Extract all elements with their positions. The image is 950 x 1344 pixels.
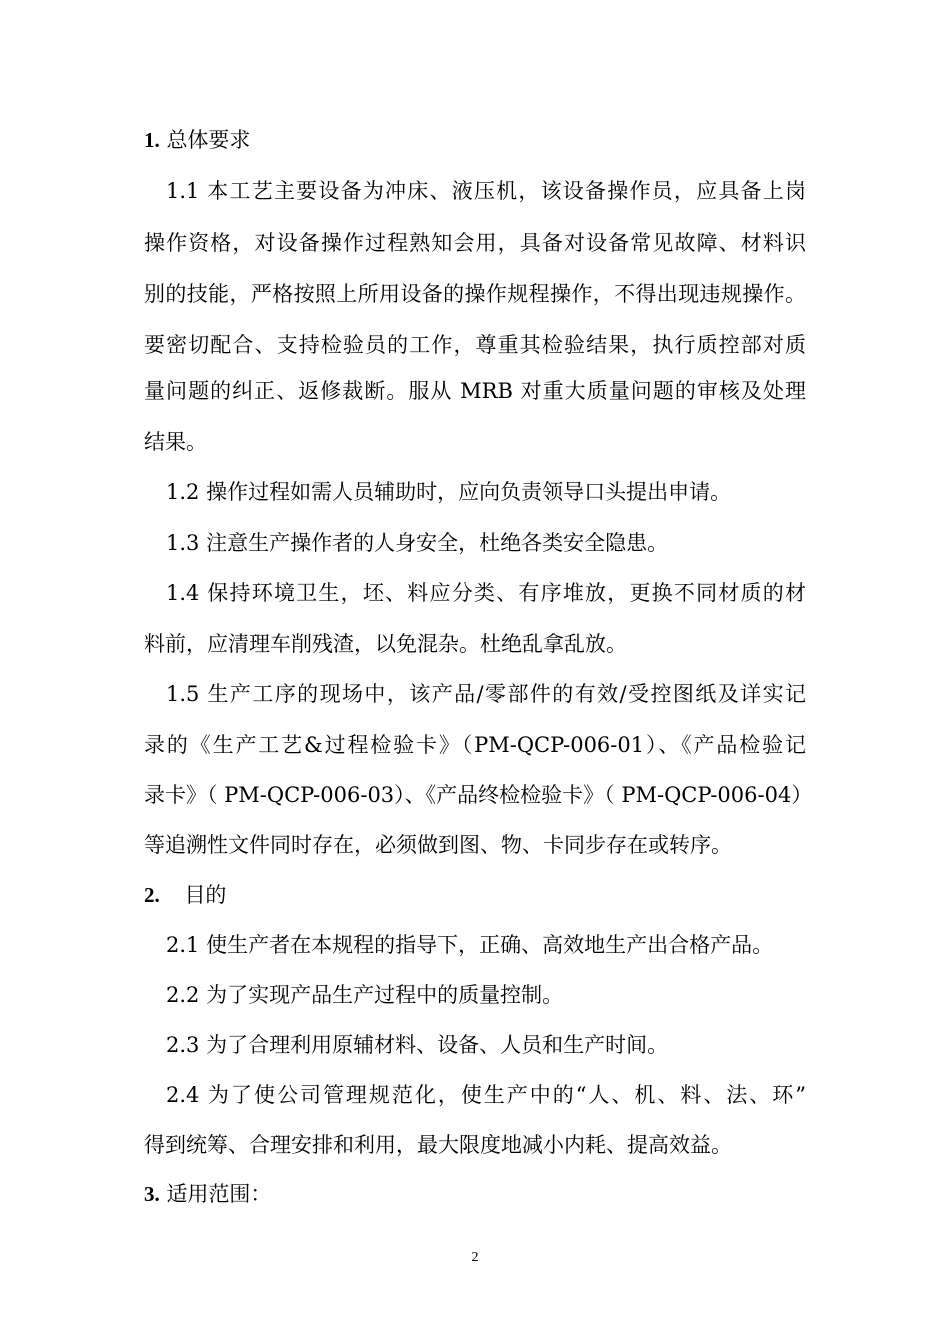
paragraph-line: 录的《生产工艺&过程检验卡》（PM-QCP-006-01）、《产品检验记: [144, 733, 806, 757]
section-number: 2.: [144, 883, 160, 907]
paragraph-line: 1.1 本工艺主要设备为冲床、液压机，该设备操作员，应具备上岗: [166, 179, 806, 203]
section-heading-2: [144, 879, 226, 909]
paragraph-line: 2.3 为了合理利用原辅材料、设备、人员和生产时间。: [166, 1033, 669, 1057]
paragraph-line: 录卡》（ PM-QCP-006-03）、《产品终检检验卡》（ PM-QCP-006-04）: [144, 783, 813, 807]
paragraph-line: 量问题的纠正、返修裁断。服从 MRB 对重大质量问题的审核及处理: [144, 379, 806, 403]
paragraph-line: 操作资格，对设备操作过程熟知会用，具备对设备常见故障、材料识: [144, 231, 806, 255]
paragraph-line: 要密切配合、支持检验员的工作，尊重其检验结果，执行质控部对质: [144, 333, 806, 357]
page-number: 2: [471, 1250, 479, 1265]
section-number: 1.: [144, 128, 160, 152]
section-heading-1: [144, 124, 250, 154]
paragraph-line: 1.5 生产工序的现场中，该产品/零部件的有效/受控图纸及详实记: [166, 682, 806, 706]
paragraph-line: 2.1 使生产者在本规程的指导下，正确、高效地生产出合格产品。: [166, 933, 774, 957]
section-title: 适用范围：: [166, 1182, 272, 1206]
paragraph-line: 1.3 注意生产操作者的人身安全，杜绝各类安全隐患。: [166, 531, 669, 555]
paragraph-line: 1.2 操作过程如需人员辅助时，应向负责领导口头提出申请。: [166, 480, 732, 504]
section-heading-3: [144, 1178, 271, 1208]
paragraph-line: 2.4 为了使公司管理规范化，使生产中的“人、机、料、法、环”: [166, 1083, 806, 1107]
paragraph-line: 2.2 为了实现产品生产过程中的质量控制。: [166, 983, 564, 1007]
paragraph-line: 结果。: [144, 430, 207, 454]
section-number: 3.: [144, 1182, 160, 1206]
paragraph-line: 别的技能，严格按照上所用设备的操作规程操作，不得出现违规操作。: [144, 282, 806, 306]
section-title: 总体要求: [166, 128, 251, 152]
paragraph-line: 得到统筹、合理安排和利用，最大限度地减小内耗、提高效益。: [144, 1133, 732, 1157]
paragraph-line: 料前，应清理车削残渣，以免混杂。杜绝乱拿乱放。: [144, 632, 627, 656]
paragraph-line: 等追溯性文件同时存在，必须做到图、物、卡同步存在或转序。: [144, 833, 732, 857]
paragraph-line: 1.4 保持环境卫生，坯、料应分类、有序堆放，更换不同材质的材: [166, 581, 806, 605]
section-title: 目的: [184, 883, 227, 907]
